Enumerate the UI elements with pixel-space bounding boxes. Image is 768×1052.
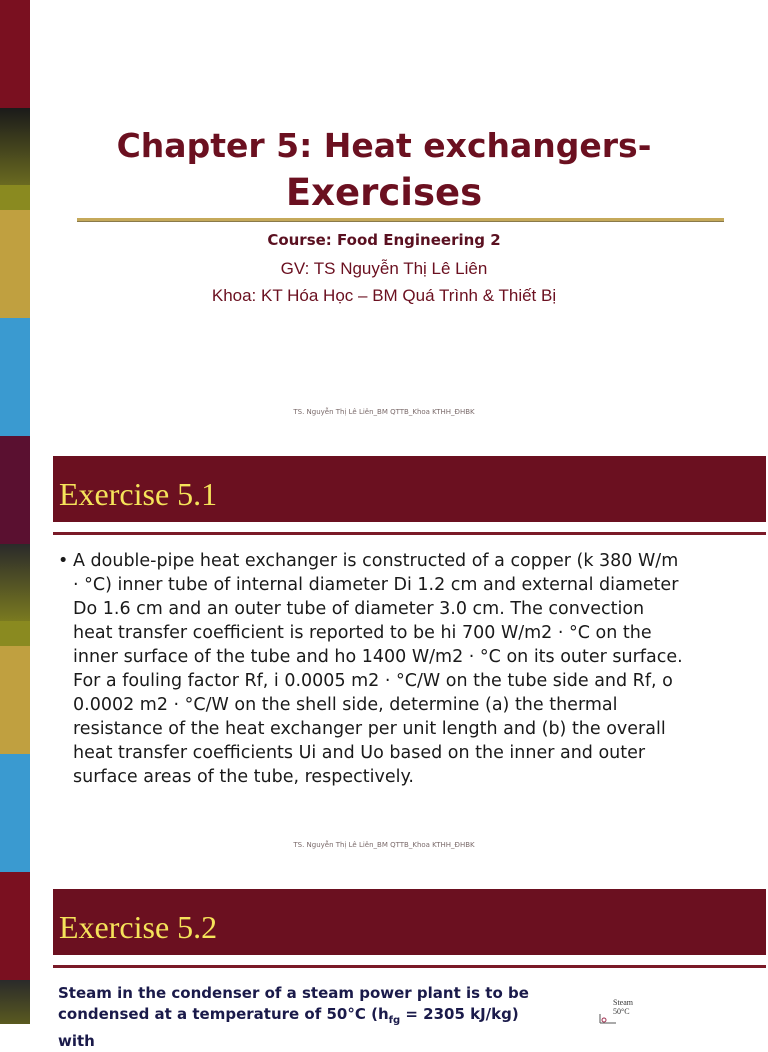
paragraph-line: 0.0002 m2 · °C/W on the shell side, determine (a) the thermal <box>73 695 618 715</box>
faculty-name: Khoa: KT Hóa Học – BM Quá Trình & Thiết Bị <box>211 286 557 305</box>
title-divider <box>77 218 724 222</box>
slide-footer: TS. Nguyễn Thị Lê Liên_BM QTTB_Khoa KTHH_ĐHBK <box>293 408 475 416</box>
condenser-figure-icon <box>598 1012 618 1024</box>
exercise-heading-banner <box>53 889 766 955</box>
subscript: fg <box>388 1015 401 1026</box>
heading-underline <box>53 965 766 968</box>
exercise-heading: Exercise 5.2 <box>59 909 218 945</box>
exercise-heading-banner <box>53 456 766 522</box>
slide-title-line2: Exercises <box>285 171 483 214</box>
exercise-body <box>58 549 718 789</box>
exercise-5-1-slide <box>0 436 768 872</box>
exercise-heading: Exercise 5.1 <box>59 476 218 512</box>
paragraph-line: surface areas of the tube, respectively. <box>73 767 414 787</box>
exercise-paragraph <box>73 549 718 789</box>
teacher-name: GV: TS Nguyễn Thị Lê Liên <box>280 259 488 278</box>
line-part: = 2305 kJ/kg) with <box>58 1005 519 1050</box>
paragraph-line: A double-pipe heat exchanger is constructed of a copper (k 380 W/m <box>73 551 679 571</box>
heading-underline <box>53 532 766 535</box>
figure-label-temp: 50°C <box>613 1007 630 1016</box>
paragraph-line: inner surface of the tube and ho 1400 W/m2 · °C on its outer surface. <box>73 647 683 667</box>
title-slide <box>0 0 768 436</box>
paragraph-line: Do 1.6 cm and an outer tube of diameter 3.0 cm. The convection <box>73 599 645 619</box>
decorative-stripe <box>0 436 30 872</box>
paragraph-line: resistance of the heat exchanger per unit length and (b) the overall <box>73 719 666 739</box>
slide-footer: TS. Nguyễn Thị Lê Liên_BM QTTB_Khoa KTHH_ĐHBK <box>293 841 475 849</box>
slide-title-line1: Chapter 5: Heat exchangers- <box>116 126 652 165</box>
exercise-5-2-text <box>58 983 558 1052</box>
paragraph-line: heat transfer coefficients Ui and Uo based on the inner and outer <box>73 743 646 763</box>
paragraph-line <box>58 1004 558 1052</box>
course-label: Course: Food Engineering 2 <box>267 231 501 249</box>
figure-label-steam: Steam <box>613 998 633 1007</box>
decorative-stripe <box>0 872 30 1024</box>
paragraph-line: Steam in the condenser of a steam power plant is to be <box>58 984 529 1002</box>
line-part: condensed at a temperature of 50°C (h <box>58 1005 389 1023</box>
paragraph-line: For a fouling factor Rf, i 0.0005 m2 · °C/W on the tube side and Rf, o <box>73 671 673 691</box>
paragraph-line: heat transfer coefficient is reported to be hi 700 W/m2 · °C on the <box>73 623 652 643</box>
bullet-marker: • <box>58 551 69 571</box>
paragraph-line: · °C) inner tube of internal diameter Di 1.2 cm and external diameter <box>73 575 679 595</box>
decorative-stripe <box>0 0 30 436</box>
